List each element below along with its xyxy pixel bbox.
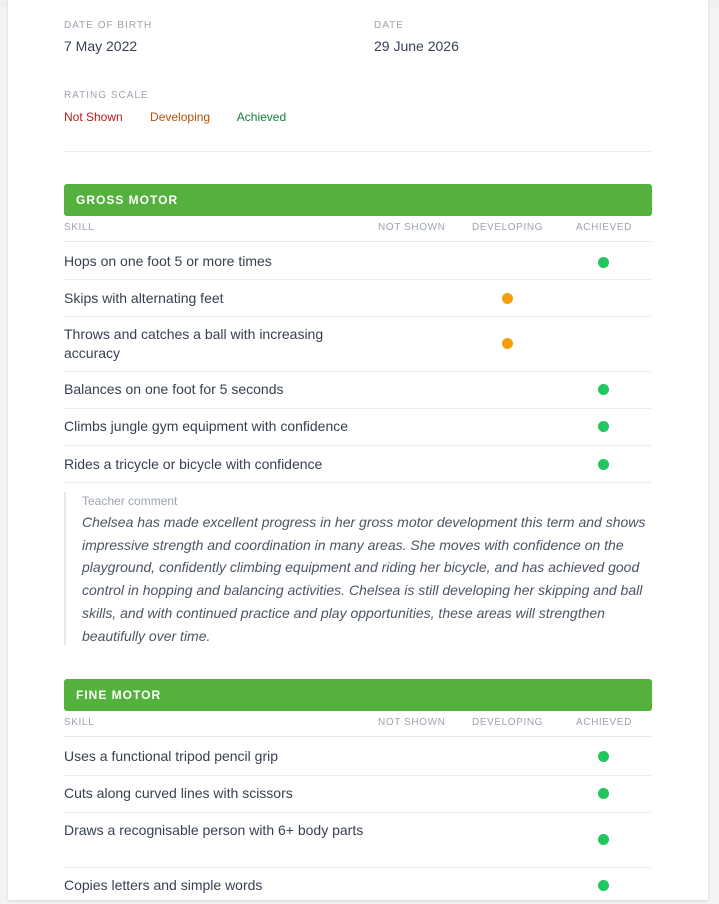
achieved-dot <box>598 384 609 395</box>
rating-scale <box>64 90 652 124</box>
col-not-shown: NOT SHOWN <box>378 717 446 728</box>
skill-row <box>64 409 652 446</box>
skill-label: Cuts along curved lines with scissors <box>64 785 293 801</box>
achieved-dot <box>598 834 609 845</box>
report-card <box>8 0 708 900</box>
developing-dot <box>502 338 513 349</box>
col-achieved: ACHIEVED <box>576 222 632 233</box>
dob-label: DATE OF BIRTH <box>64 20 153 31</box>
date-block <box>374 20 459 54</box>
teacher-comment <box>64 492 670 645</box>
skill-row <box>64 242 652 280</box>
col-achieved: ACHIEVED <box>576 717 632 728</box>
achieved-dot <box>598 257 609 268</box>
divider <box>64 151 652 152</box>
skill-row <box>64 813 652 868</box>
skill-row <box>64 776 652 813</box>
skill-label: Rides a tricycle or bicycle with confidence <box>64 456 323 472</box>
section-gross-motor <box>64 184 652 483</box>
skill-label: Throws and catches a ball with increasing accuracy <box>64 326 324 361</box>
skill-row <box>64 372 652 409</box>
skill-label: Climbs jungle gym equipment with confidence <box>64 418 349 434</box>
skill-label: Copies letters and simple words <box>64 877 263 893</box>
skill-row <box>64 280 652 317</box>
section-header: GROSS MOTOR <box>64 184 652 216</box>
dob-block <box>64 20 152 54</box>
section-header: FINE MOTOR <box>64 679 652 711</box>
achieved-dot <box>598 459 609 470</box>
achieved-dot <box>598 880 609 891</box>
skill-row <box>64 737 652 776</box>
dob-value: 7 May 2022 <box>64 38 138 54</box>
skill-row <box>64 446 652 483</box>
skill-row <box>64 317 652 372</box>
scale-achieved: Achieved <box>236 110 287 124</box>
skill-label: Draws a recognisable person with 6+ body parts <box>64 822 364 838</box>
teacher-comment-label: Teacher comment <box>82 494 178 508</box>
column-headers <box>64 216 652 242</box>
child-details <box>64 20 652 60</box>
scale-developing: Developing <box>150 110 211 124</box>
skill-label: Uses a functional tripod pencil grip <box>64 748 279 764</box>
achieved-dot <box>598 751 609 762</box>
rating-scale-legend <box>64 110 652 124</box>
date-label: DATE <box>374 20 404 31</box>
skill-label: Balances on one foot for 5 seconds <box>64 381 284 397</box>
col-developing: DEVELOPING <box>472 222 544 233</box>
col-skill: SKILL <box>64 717 95 728</box>
scale-not-shown: Not Shown <box>64 110 123 124</box>
skill-label: Skips with alternating feet <box>64 290 224 306</box>
col-not-shown: NOT SHOWN <box>378 222 446 233</box>
developing-dot <box>502 293 513 304</box>
rating-scale-label: RATING SCALE <box>64 90 149 101</box>
column-headers <box>64 711 652 737</box>
skill-row <box>64 868 652 904</box>
date-value: 29 June 2026 <box>374 38 459 54</box>
col-developing: DEVELOPING <box>472 717 544 728</box>
col-skill: SKILL <box>64 222 95 233</box>
teacher-comment-text: Chelsea has made excellent progress in her gross motor development this term and shows impressive strength and coordination in many areas. She moves with confidence on the playground, confidently climbing equipment and riding her bicycle, and has achieved good control in hopping and balancing activities. Chelsea is still developing her skipping and ball skills, and with continued practice and play opportunities, these areas will strengthen beautifully over time. <box>82 514 646 644</box>
achieved-dot <box>598 421 609 432</box>
section-fine-motor <box>64 679 652 904</box>
achieved-dot <box>598 788 609 799</box>
skill-label: Hops on one foot 5 or more times <box>64 253 272 269</box>
